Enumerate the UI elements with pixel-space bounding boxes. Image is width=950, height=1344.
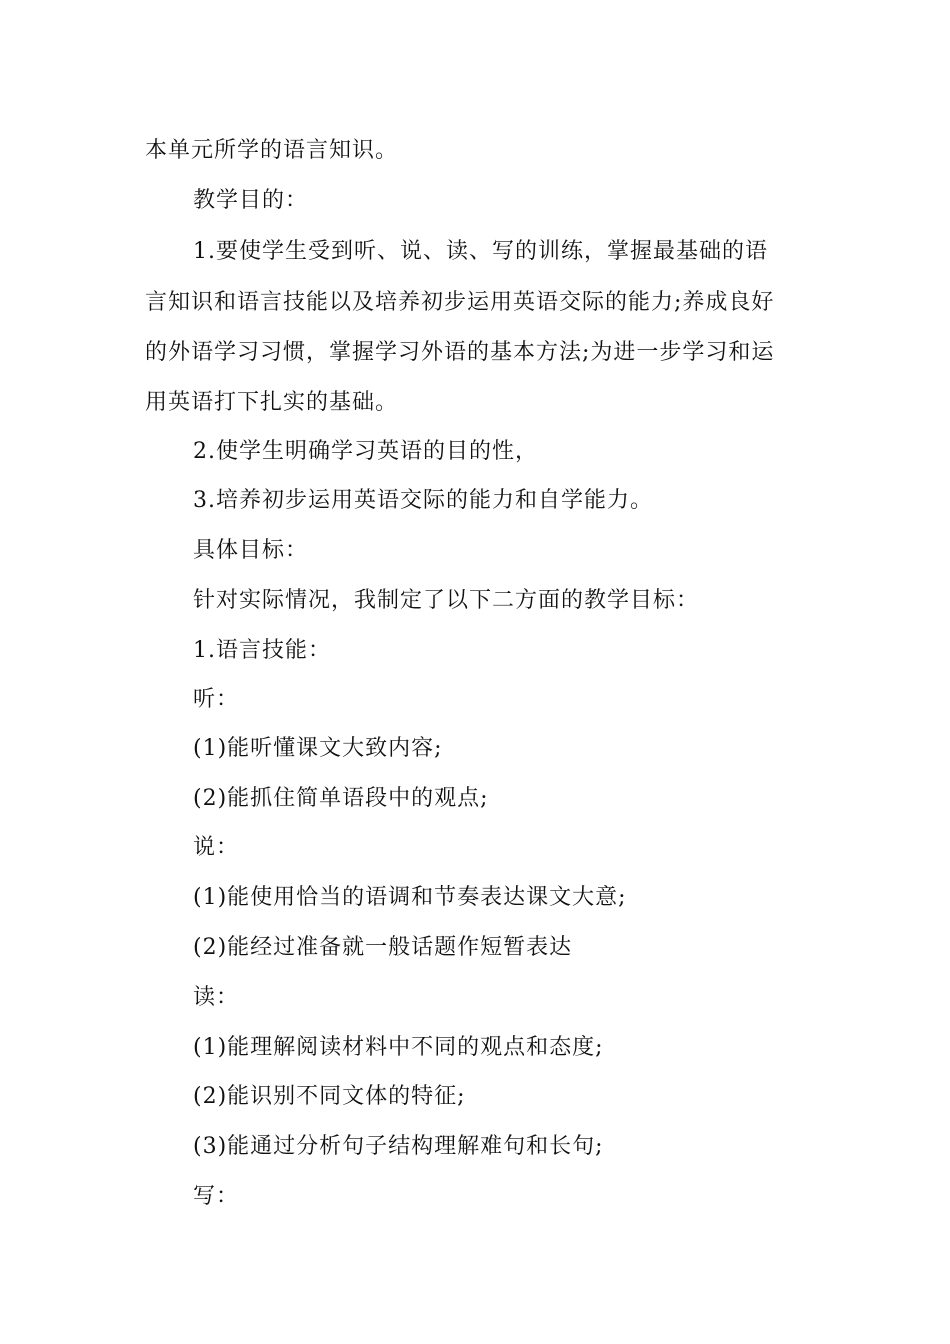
text-line: 言知识和语言技能以及培养初步运用英语交际的能力;养成良好 [145,290,775,315]
text-line: 本单元所学的语言知识。 [145,138,399,163]
text-line: 2.使学生明确学习英语的目的性， [193,439,538,464]
text-line: 针对实际情况，我制定了以下二方面的教学目标： [193,588,700,613]
text-line: (1)能使用恰当的语调和节奏表达课文大意; [193,885,627,910]
text-line: 读： [193,985,240,1010]
text-line: (1)能听懂课文大致内容; [193,736,443,761]
text-line: 1.要使学生受到听、说、读、写的训练，掌握最基础的语 [193,239,768,264]
text-line: (2)能经过准备就一般话题作短暂表达 [193,935,573,960]
text-line: 教学目的： [193,188,309,213]
text-line: 具体目标： [193,538,309,563]
text-line: 用英语打下扎实的基础。 [145,390,399,415]
text-line: 的外语学习习惯，掌握学习外语的基本方法;为进一步学习和运 [145,340,775,365]
text-line: (3)能通过分析句子结构理解难句和长句; [193,1134,604,1159]
text-line: 听： [193,687,240,712]
text-line: 1.语言技能： [193,638,331,663]
text-line: (2)能抓住简单语段中的观点; [193,786,489,811]
text-line: 写： [193,1184,240,1209]
text-line: (2)能识别不同文体的特征; [193,1084,466,1109]
text-line: (1)能理解阅读材料中不同的观点和态度; [193,1035,604,1060]
text-line: 3.培养初步运用英语交际的能力和自学能力。 [193,488,653,513]
text-line: 说： [193,835,240,860]
